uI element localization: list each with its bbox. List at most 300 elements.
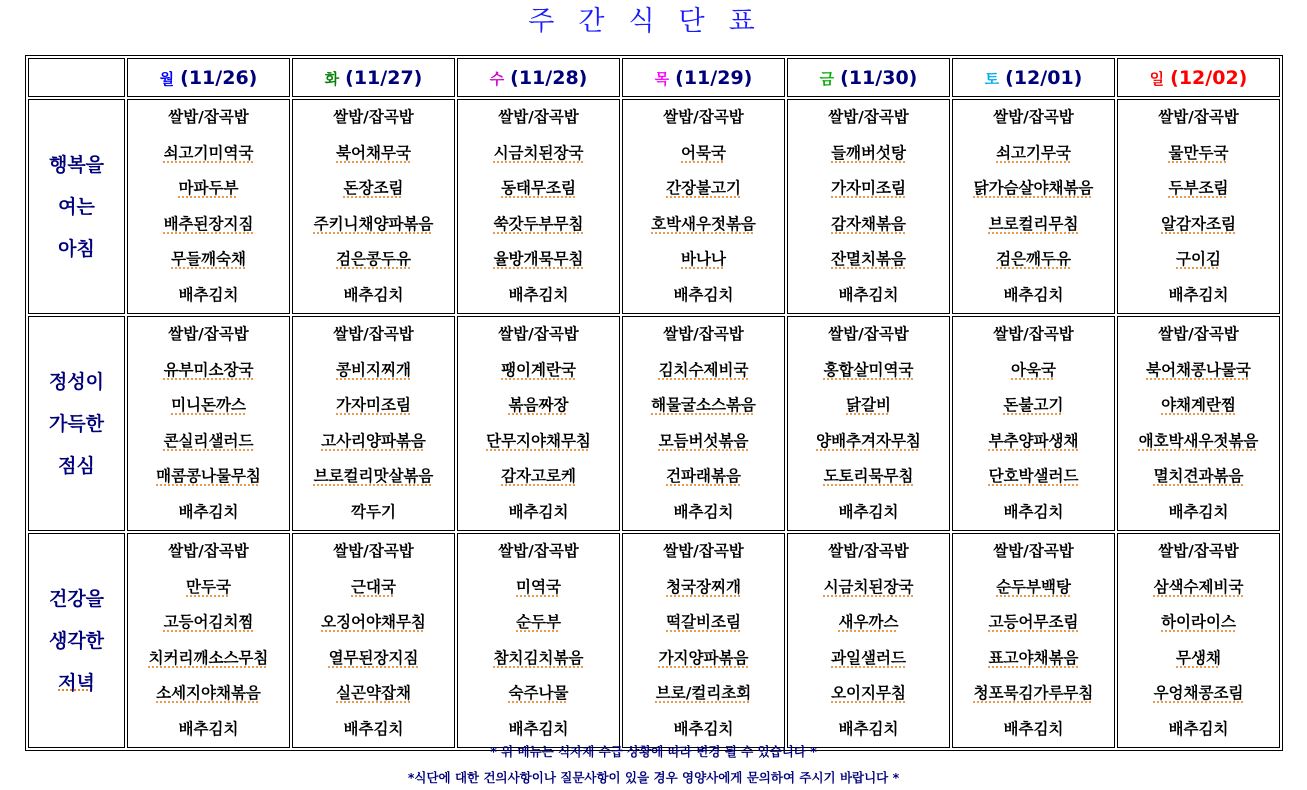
menu-item bbox=[293, 424, 454, 460]
menu-item-text: 도토리묵무침 bbox=[823, 467, 914, 485]
menu-cell bbox=[787, 533, 950, 748]
menu-item bbox=[458, 171, 619, 207]
menu-item bbox=[623, 278, 784, 314]
menu-item-text: 배추김치 bbox=[1003, 285, 1064, 304]
menu-list bbox=[788, 534, 949, 747]
menu-item-text: 부추양파생채 bbox=[988, 431, 1079, 450]
menu-item-text: 쌀밥/잡곡밥 bbox=[498, 325, 579, 343]
menu-list bbox=[1118, 317, 1279, 530]
menu-item-text: 모듬버섯볶음 bbox=[658, 431, 749, 450]
menu-item-text: 쌀밥/잡곡밥 bbox=[168, 108, 249, 126]
menu-item bbox=[458, 424, 619, 460]
menu-item-text: 팽이계란국 bbox=[501, 360, 576, 379]
day-header bbox=[1117, 58, 1280, 97]
menu-item-text: 쌀밥/잡곡밥 bbox=[333, 325, 414, 343]
menu-item-text: 가지양파볶음 bbox=[658, 648, 749, 667]
menu-item-text: 건파래볶음 bbox=[666, 467, 741, 485]
notice-change: * 위 메뉴는 식자재 수급 상황에 따라 변경 될 수 있습니다 * bbox=[490, 744, 817, 759]
menu-item-text: 검은콩두유 bbox=[336, 250, 411, 268]
menu-item bbox=[293, 605, 454, 641]
meal-label-line: 건강을 bbox=[48, 587, 105, 610]
meal-label-line: 점심 bbox=[58, 454, 95, 477]
menu-item-text: 고등어무조림 bbox=[988, 613, 1079, 631]
menu-item bbox=[623, 171, 784, 207]
menu-cell bbox=[292, 316, 455, 531]
menu-item bbox=[788, 570, 949, 606]
menu-item bbox=[458, 317, 619, 353]
menu-item-text: 홍합살미역국 bbox=[823, 360, 914, 379]
menu-list bbox=[623, 534, 784, 747]
day-name: 토 bbox=[984, 69, 1000, 88]
menu-item-text: 동태무조림 bbox=[501, 179, 576, 197]
menu-item bbox=[788, 171, 949, 207]
menu-item-text: 무생채 bbox=[1176, 648, 1221, 667]
menu-item bbox=[293, 317, 454, 353]
menu-item bbox=[953, 388, 1114, 424]
day-name: 목 bbox=[654, 69, 670, 88]
menu-item bbox=[293, 242, 454, 278]
meal-label bbox=[28, 533, 125, 748]
meal-label-line: 정성이 bbox=[48, 370, 105, 393]
menu-item bbox=[953, 495, 1114, 531]
menu-item bbox=[953, 317, 1114, 353]
menu-item bbox=[458, 570, 619, 606]
menu-item-text: 삼색수제비국 bbox=[1153, 577, 1244, 596]
menu-item-text: 우엉채콩조림 bbox=[1153, 684, 1244, 702]
menu-cell bbox=[952, 533, 1115, 748]
menu-item bbox=[293, 388, 454, 424]
day-header bbox=[127, 58, 290, 97]
day-name: 일 bbox=[1149, 69, 1165, 88]
day-date: (11/28) bbox=[510, 66, 588, 89]
menu-item bbox=[788, 676, 949, 712]
menu-item bbox=[128, 207, 289, 243]
menu-item-text: 돈불고기 bbox=[1003, 396, 1064, 414]
menu-cell bbox=[622, 316, 785, 531]
menu-item bbox=[128, 459, 289, 495]
menu-item bbox=[1118, 424, 1279, 460]
menu-item-text: 북어채콩나물국 bbox=[1146, 360, 1251, 379]
menu-item-text: 배추김치 bbox=[1003, 719, 1064, 738]
menu-list bbox=[788, 100, 949, 313]
menu-list bbox=[458, 100, 619, 313]
menu-item bbox=[293, 100, 454, 136]
meal-label bbox=[28, 316, 125, 531]
menu-item-text: 쌀밥/잡곡밥 bbox=[993, 542, 1074, 560]
menu-item-text: 바나나 bbox=[681, 250, 726, 268]
menu-item-text: 쌀밥/잡곡밥 bbox=[828, 542, 909, 560]
menu-item bbox=[458, 459, 619, 495]
menu-item bbox=[623, 242, 784, 278]
menu-item-text: 무들깨숙채 bbox=[171, 250, 246, 268]
menu-item bbox=[293, 641, 454, 677]
menu-list bbox=[623, 100, 784, 313]
menu-item bbox=[1118, 242, 1279, 278]
menu-item bbox=[953, 278, 1114, 314]
menu-item-text: 쑥갓두부무침 bbox=[493, 214, 584, 233]
menu-item-text: 쌀밥/잡곡밥 bbox=[993, 108, 1074, 126]
menu-item-text: 배추김치 bbox=[1168, 719, 1229, 738]
menu-item-text: 양배추겨자무침 bbox=[816, 431, 921, 450]
menu-cell bbox=[1117, 316, 1280, 531]
menu-list bbox=[293, 534, 454, 747]
meal-row bbox=[28, 99, 1280, 314]
menu-item bbox=[623, 459, 784, 495]
menu-item-text: 볶음짜장 bbox=[508, 396, 569, 414]
menu-item bbox=[623, 676, 784, 712]
menu-item bbox=[293, 278, 454, 314]
menu-item bbox=[1118, 278, 1279, 314]
menu-item-text: 하이라이스 bbox=[1161, 613, 1236, 631]
menu-item-text: 쌀밥/잡곡밥 bbox=[498, 542, 579, 560]
menu-item bbox=[788, 353, 949, 389]
day-header bbox=[292, 58, 455, 97]
menu-item bbox=[623, 605, 784, 641]
menu-item bbox=[293, 676, 454, 712]
menu-item-text: 주키니채양파볶음 bbox=[313, 214, 434, 233]
menu-item bbox=[1118, 353, 1279, 389]
menu-item bbox=[128, 641, 289, 677]
menu-item-text: 단무지야채무침 bbox=[486, 431, 591, 450]
menu-list bbox=[1118, 534, 1279, 747]
menu-item bbox=[788, 207, 949, 243]
menu-item-text: 쌀밥/잡곡밥 bbox=[333, 108, 414, 126]
menu-item bbox=[458, 676, 619, 712]
menu-item bbox=[1118, 100, 1279, 136]
menu-item-text: 배추김치 bbox=[178, 719, 239, 738]
menu-item-text: 오징어야채무침 bbox=[321, 613, 426, 631]
menu-item bbox=[788, 459, 949, 495]
menu-item bbox=[953, 459, 1114, 495]
menu-item-text: 닭갈비 bbox=[846, 396, 891, 414]
menu-item bbox=[1118, 534, 1279, 570]
menu-item-text: 가자미조림 bbox=[831, 179, 906, 197]
menu-item bbox=[293, 207, 454, 243]
menu-item bbox=[623, 317, 784, 353]
menu-item-text: 청국장찌개 bbox=[666, 577, 741, 596]
menu-item-text: 콘실리샐러드 bbox=[163, 431, 254, 450]
page-title: 주간식단표 bbox=[528, 6, 779, 37]
menu-item bbox=[953, 570, 1114, 606]
day-date: (11/27) bbox=[345, 66, 423, 89]
menu-cell bbox=[787, 99, 950, 314]
menu-item-text: 돈장조림 bbox=[343, 179, 404, 197]
menu-item bbox=[788, 388, 949, 424]
menu-item bbox=[128, 100, 289, 136]
menu-item bbox=[1118, 570, 1279, 606]
menu-item-text: 배추김치 bbox=[343, 285, 404, 304]
menu-item bbox=[953, 136, 1114, 172]
menu-item-text: 브로컬리맛살볶음 bbox=[313, 467, 434, 485]
menu-item-text: 새우까스 bbox=[838, 613, 899, 631]
menu-cell bbox=[292, 533, 455, 748]
menu-item bbox=[953, 605, 1114, 641]
header-corner bbox=[28, 58, 125, 97]
day-header bbox=[787, 58, 950, 97]
menu-item-text: 쌀밥/잡곡밥 bbox=[993, 325, 1074, 343]
menu-item-text: 쌀밥/잡곡밥 bbox=[663, 542, 744, 560]
menu-item-text: 쌀밥/잡곡밥 bbox=[333, 542, 414, 560]
menu-item-text: 김치수제비국 bbox=[658, 360, 749, 379]
menu-item bbox=[623, 100, 784, 136]
menu-item-text: 숙주나물 bbox=[508, 684, 569, 702]
menu-item bbox=[458, 641, 619, 677]
menu-item-text: 마파두부 bbox=[178, 179, 239, 197]
menu-item bbox=[128, 171, 289, 207]
menu-item bbox=[953, 171, 1114, 207]
menu-item bbox=[128, 570, 289, 606]
menu-cell bbox=[292, 99, 455, 314]
menu-item-text: 배추김치 bbox=[1168, 285, 1229, 304]
meal-label-line: 행복을 bbox=[48, 153, 105, 176]
menu-item-text: 오이지무침 bbox=[831, 684, 906, 702]
menu-item-text: 간장불고기 bbox=[666, 179, 741, 197]
menu-item bbox=[293, 459, 454, 495]
menu-item bbox=[458, 100, 619, 136]
menu-item bbox=[128, 495, 289, 531]
menu-item-text: 유부미소장국 bbox=[163, 360, 254, 379]
menu-item-text: 쌀밥/잡곡밥 bbox=[1158, 325, 1239, 343]
menu-item-text: 쌀밥/잡곡밥 bbox=[168, 542, 249, 560]
day-date: (12/02) bbox=[1170, 66, 1248, 89]
menu-item bbox=[128, 388, 289, 424]
menu-item bbox=[128, 278, 289, 314]
day-name: 수 bbox=[489, 69, 505, 88]
menu-item-text: 콩비지찌개 bbox=[336, 360, 411, 379]
menu-item bbox=[293, 570, 454, 606]
menu-item-text: 배추김치 bbox=[838, 502, 899, 521]
menu-item bbox=[293, 136, 454, 172]
menu-item bbox=[623, 353, 784, 389]
menu-item bbox=[788, 605, 949, 641]
menu-item-text: 물만두국 bbox=[1168, 143, 1229, 162]
menu-item-text: 과일샐러드 bbox=[831, 648, 906, 667]
menu-item bbox=[788, 278, 949, 314]
menu-item bbox=[293, 353, 454, 389]
menu-item-text: 만두국 bbox=[186, 577, 231, 596]
menu-item bbox=[128, 605, 289, 641]
menu-item bbox=[953, 424, 1114, 460]
menu-item-text: 배추된장지짐 bbox=[163, 214, 254, 233]
menu-list bbox=[1118, 100, 1279, 313]
menu-item-text: 쌀밥/잡곡밥 bbox=[498, 108, 579, 126]
menu-item bbox=[953, 641, 1114, 677]
menu-item bbox=[623, 534, 784, 570]
menu-item bbox=[128, 676, 289, 712]
menu-item-text: 깍두기 bbox=[351, 502, 396, 521]
menu-item bbox=[623, 424, 784, 460]
menu-item bbox=[293, 171, 454, 207]
menu-item bbox=[953, 534, 1114, 570]
menu-item-text: 열무된장지짐 bbox=[328, 648, 419, 667]
menu-item bbox=[623, 207, 784, 243]
menu-cell bbox=[127, 316, 290, 531]
meal-row bbox=[28, 533, 1280, 748]
menu-item-text: 배추김치 bbox=[178, 502, 239, 521]
meal-label-line: 저녁 bbox=[58, 671, 95, 694]
day-date: (12/01) bbox=[1005, 66, 1083, 89]
menu-item-text: 멸치견과볶음 bbox=[1153, 467, 1244, 485]
day-name: 금 bbox=[819, 69, 835, 88]
menu-cell bbox=[457, 316, 620, 531]
menu-item-text: 시금치된장국 bbox=[823, 577, 914, 596]
menu-list bbox=[458, 534, 619, 747]
menu-item-text: 쌀밥/잡곡밥 bbox=[663, 108, 744, 126]
menu-list bbox=[128, 100, 289, 313]
day-date: (11/26) bbox=[180, 66, 258, 89]
menu-item-text: 단호박샐러드 bbox=[988, 467, 1079, 485]
menu-item-text: 배추김치 bbox=[673, 285, 734, 304]
menu-item-text: 들깨버섯탕 bbox=[831, 143, 906, 162]
menu-item-text: 알감자조림 bbox=[1161, 214, 1236, 233]
menu-item bbox=[128, 424, 289, 460]
day-date: (11/29) bbox=[675, 66, 753, 89]
menu-item-text: 고사리양파볶음 bbox=[321, 431, 426, 450]
menu-item bbox=[788, 534, 949, 570]
menu-item bbox=[128, 534, 289, 570]
menu-cell bbox=[622, 533, 785, 748]
weekly-menu-table bbox=[25, 55, 1283, 751]
menu-item bbox=[788, 317, 949, 353]
menu-item-text: 배추김치 bbox=[508, 502, 569, 521]
menu-cell bbox=[457, 533, 620, 748]
menu-item-text: 떡갈비조림 bbox=[666, 613, 741, 631]
menu-item bbox=[458, 242, 619, 278]
meal-label-line: 가득한 bbox=[48, 412, 105, 435]
menu-item bbox=[1118, 676, 1279, 712]
menu-list bbox=[953, 317, 1114, 530]
menu-item-text: 검은깨두유 bbox=[996, 250, 1071, 268]
menu-item-text: 배추김치 bbox=[1003, 502, 1064, 521]
menu-item bbox=[128, 353, 289, 389]
notice-contact: *식단에 대한 건의사항이나 질문사항이 있을 경우 영양사에게 문의하여 주시기 바랍니다 * bbox=[407, 770, 900, 785]
menu-list bbox=[128, 317, 289, 530]
menu-item-text: 근대국 bbox=[351, 577, 396, 596]
menu-item bbox=[1118, 136, 1279, 172]
meal-label bbox=[28, 99, 125, 314]
menu-item bbox=[1118, 317, 1279, 353]
day-name: 화 bbox=[324, 69, 340, 88]
menu-item-text: 배추김치 bbox=[1168, 502, 1229, 521]
menu-item bbox=[458, 388, 619, 424]
meal-label-line: 아침 bbox=[58, 237, 95, 260]
menu-item-text: 해물굴소스볶음 bbox=[651, 396, 756, 414]
menu-item-text: 잔멸치볶음 bbox=[831, 250, 906, 268]
menu-item-text: 쌀밥/잡곡밥 bbox=[1158, 108, 1239, 126]
menu-item bbox=[1118, 495, 1279, 531]
meal-label-line: 여는 bbox=[58, 195, 95, 218]
menu-cell bbox=[1117, 99, 1280, 314]
menu-item-text: 브로컬리무침 bbox=[988, 214, 1079, 233]
menu-item bbox=[953, 242, 1114, 278]
menu-item bbox=[128, 136, 289, 172]
menu-item-text: 배추김치 bbox=[838, 285, 899, 304]
menu-item-text: 소세지야채볶음 bbox=[156, 684, 261, 702]
menu-item-text: 시금치된장국 bbox=[493, 143, 584, 162]
menu-item-text: 순두부 bbox=[516, 613, 561, 631]
menu-item bbox=[1118, 388, 1279, 424]
menu-cell bbox=[787, 316, 950, 531]
menu-item-text: 브로/컬리초회 bbox=[655, 684, 752, 702]
menu-item-text: 실곤약잡채 bbox=[336, 684, 411, 702]
menu-cell bbox=[952, 99, 1115, 314]
menu-item bbox=[788, 136, 949, 172]
menu-item-text: 구이김 bbox=[1176, 250, 1221, 268]
menu-item bbox=[458, 534, 619, 570]
menu-item bbox=[953, 100, 1114, 136]
menu-list bbox=[293, 317, 454, 530]
menu-item-text: 호박새우젓볶음 bbox=[651, 214, 756, 233]
menu-item-text: 어묵국 bbox=[681, 143, 726, 162]
day-date: (11/30) bbox=[840, 66, 918, 89]
menu-item-text: 율방개묵무침 bbox=[493, 250, 584, 268]
menu-item bbox=[1118, 459, 1279, 495]
menu-item bbox=[293, 534, 454, 570]
menu-item-text: 감자채볶음 bbox=[831, 214, 906, 233]
menu-item-text: 쇠고기무국 bbox=[996, 143, 1071, 162]
menu-item-text: 쌀밥/잡곡밥 bbox=[1158, 542, 1239, 560]
menu-list bbox=[128, 534, 289, 747]
menu-item bbox=[293, 495, 454, 531]
day-header bbox=[622, 58, 785, 97]
meal-label-line: 생각한 bbox=[48, 629, 105, 652]
meal-row bbox=[28, 316, 1280, 531]
menu-item-text: 치커리깨소스무침 bbox=[148, 648, 269, 667]
menu-cell bbox=[457, 99, 620, 314]
menu-item bbox=[788, 242, 949, 278]
day-header bbox=[952, 58, 1115, 97]
menu-list bbox=[458, 317, 619, 530]
menu-item bbox=[458, 278, 619, 314]
menu-item-text: 배추김치 bbox=[508, 719, 569, 738]
menu-item bbox=[1118, 171, 1279, 207]
menu-item-text: 배추김치 bbox=[838, 719, 899, 738]
menu-item-text: 가자미조림 bbox=[336, 396, 411, 414]
menu-item-text: 미역국 bbox=[516, 577, 561, 596]
menu-item-text: 배추김치 bbox=[508, 285, 569, 304]
menu-item bbox=[458, 605, 619, 641]
menu-list bbox=[953, 100, 1114, 313]
menu-item bbox=[1118, 207, 1279, 243]
menu-cell bbox=[622, 99, 785, 314]
menu-item-text: 청포묵김가루무침 bbox=[973, 684, 1094, 702]
menu-item-text: 쌀밥/잡곡밥 bbox=[663, 325, 744, 343]
menu-cell bbox=[1117, 533, 1280, 748]
day-header bbox=[457, 58, 620, 97]
menu-item-text: 애호박새우젓볶음 bbox=[1138, 431, 1259, 450]
menu-item bbox=[788, 641, 949, 677]
menu-item-text: 야채계란찜 bbox=[1161, 396, 1236, 414]
menu-item-text: 배추김치 bbox=[673, 719, 734, 738]
menu-item bbox=[953, 207, 1114, 243]
menu-item bbox=[623, 641, 784, 677]
menu-item-text: 감자고로케 bbox=[501, 467, 576, 485]
menu-item bbox=[953, 676, 1114, 712]
menu-list bbox=[788, 317, 949, 530]
menu-item bbox=[458, 353, 619, 389]
menu-item bbox=[128, 242, 289, 278]
menu-item bbox=[623, 495, 784, 531]
menu-item bbox=[788, 424, 949, 460]
menu-item-text: 쌀밥/잡곡밥 bbox=[828, 325, 909, 343]
menu-item-text: 고등어김치찜 bbox=[163, 613, 254, 631]
menu-item-text: 배추김치 bbox=[673, 502, 734, 521]
menu-item-text: 닭가슴살야채볶음 bbox=[973, 179, 1094, 197]
menu-item bbox=[128, 317, 289, 353]
menu-item bbox=[953, 353, 1114, 389]
menu-cell bbox=[127, 533, 290, 748]
menu-list bbox=[293, 100, 454, 313]
